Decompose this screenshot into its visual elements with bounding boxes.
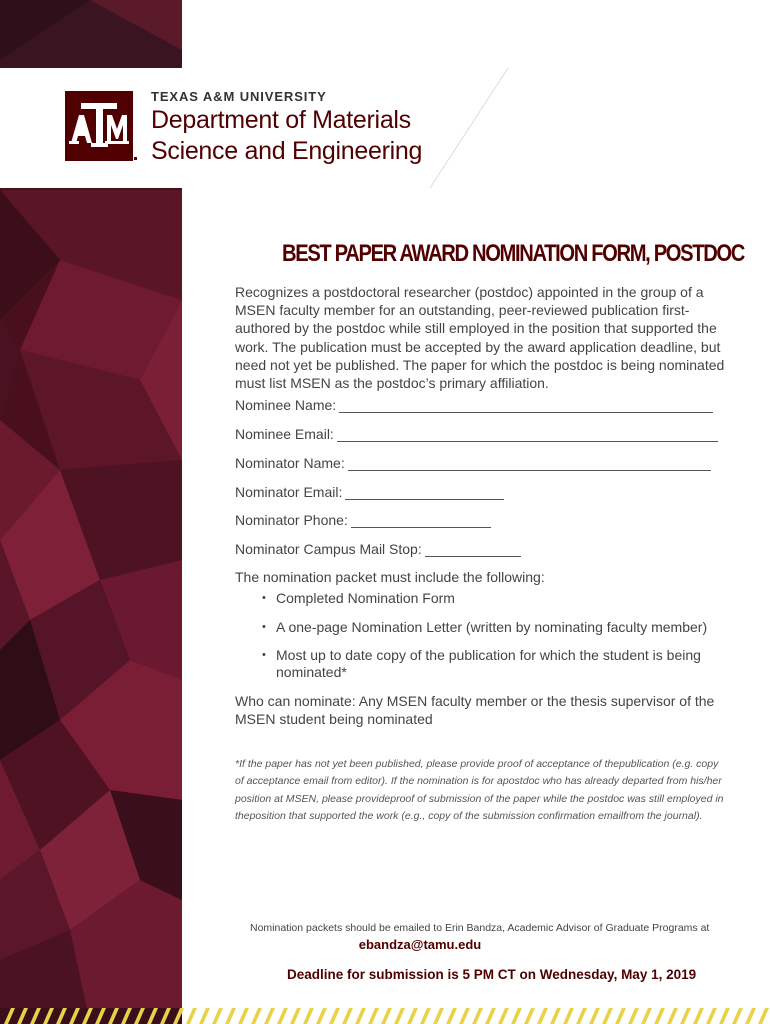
hazard-stripe [550, 1008, 561, 1024]
hazard-stripe [615, 1008, 626, 1024]
hazard-stripe [303, 1008, 314, 1024]
bullet-icon: • [262, 649, 266, 661]
nominator-email-input[interactable] [345, 485, 504, 500]
nominator-email-field [235, 484, 504, 500]
hazard-stripe [485, 1008, 496, 1024]
packet-requirements-intro: The nomination packet must include the following: [235, 569, 545, 585]
hazard-stripe [524, 1008, 535, 1024]
bullet-icon: • [262, 621, 266, 633]
field-label: Nominee Email: [235, 426, 334, 442]
nominator-name-input[interactable] [348, 456, 711, 471]
contact-email-link[interactable] [0, 937, 770, 952]
field-label: Nominee Name: [235, 397, 337, 413]
nominee-email-field [235, 426, 718, 442]
hazard-stripe [238, 1008, 249, 1024]
submission-deadline: Deadline for submission is 5 PM CT on Wednesday, May 1, 2019 [287, 967, 697, 982]
hazard-stripe [355, 1008, 366, 1024]
hazard-stripe [745, 1008, 756, 1024]
nominator-name-field [235, 455, 711, 471]
hazard-stripe [277, 1008, 288, 1024]
hazard-stripe [394, 1008, 405, 1024]
list-item-text: A one-page Nomination Letter (written by nominating faculty member) [276, 619, 708, 635]
hazard-stripe [316, 1008, 327, 1024]
hazard-stripe [706, 1008, 717, 1024]
hazard-stripe [537, 1008, 548, 1024]
hazard-stripe [446, 1008, 457, 1024]
hazard-stripe [667, 1008, 678, 1024]
nominee-email-input[interactable] [337, 427, 718, 442]
who-can-nominate: Who can nominate: Any MSEN faculty member or the thesis supervisor of the MSEN student being nominated [235, 693, 715, 727]
footnote: *If the paper has not yet been published, please provide proof of acceptance of thepublication (e.g. copy of acceptance email from editor). If the nomination is for apostdoc who has already departed from his/her position at MSEN, please provideproof of submission of the paper while the postdoc was still employed in theposition that supported the work (e.g., copy of the submission confirmation emailfrom the journal). [235, 758, 724, 822]
nominator-phone-field [235, 512, 491, 528]
department-name-line1: Department of Materials [151, 106, 411, 134]
nominee-name-input[interactable] [339, 398, 713, 413]
nominee-name-field [235, 397, 713, 413]
hazard-stripe [693, 1008, 704, 1024]
bullet-icon: • [262, 592, 266, 604]
hazard-stripe [589, 1008, 600, 1024]
email-instructions: Nomination packets should be emailed to Erin Bandza, Academic Advisor of Graduate Programs at [250, 922, 710, 934]
hazard-stripe [329, 1008, 340, 1024]
hazard-stripe [342, 1008, 353, 1024]
list-item-text: Most up to date copy of the publication for which the student is being nominated* [276, 647, 701, 680]
hazard-stripe [407, 1008, 418, 1024]
field-label: Nominator Name: [235, 455, 345, 471]
hazard-stripe [680, 1008, 691, 1024]
hazard-stripe [225, 1008, 236, 1024]
nominator-mailstop-field [235, 541, 521, 557]
hazard-stripe [576, 1008, 587, 1024]
hazard-stripe [641, 1008, 652, 1024]
hazard-stripe [381, 1008, 392, 1024]
hazard-stripe [290, 1008, 301, 1024]
field-label: Nominator Campus Mail Stop: [235, 541, 422, 557]
hazard-stripe [459, 1008, 470, 1024]
hazard-stripe [628, 1008, 639, 1024]
hazard-stripe [654, 1008, 665, 1024]
hazard-stripe [563, 1008, 574, 1024]
award-description: Recognizes a postdoctoral researcher (postdoc) appointed in the group of a MSEN faculty member for an outstanding, peer-reviewed publication first-authored by the postdoc while still employed in the position that supported the work. The publication must be accepted by the award application deadline, but need not yet be published. The paper for which the postdoc is being nominated must list MSEN as the postdoc’s primary affiliation. [235, 284, 725, 392]
nominator-mailstop-input[interactable] [425, 542, 521, 557]
hazard-stripe [719, 1008, 730, 1024]
nominator-phone-input[interactable] [351, 513, 491, 528]
university-name: TEXAS A&M UNIVERSITY [151, 89, 327, 104]
form-title: BEST PAPER AWARD NOMINATION FORM, POSTDOC [282, 240, 744, 267]
tamu-atm-logo-icon [65, 91, 133, 161]
hazard-stripe [212, 1008, 223, 1024]
hazard-stripe [758, 1008, 769, 1024]
hazard-stripe [433, 1008, 444, 1024]
hazard-stripe [251, 1008, 262, 1024]
list-item-text: Completed Nomination Form [276, 590, 455, 606]
field-label: Nominator Phone: [235, 512, 348, 528]
hazard-stripe [420, 1008, 431, 1024]
hazard-stripe [511, 1008, 522, 1024]
field-label: Nominator Email: [235, 484, 343, 500]
hazard-stripe [186, 1008, 197, 1024]
logo-registered-dot [134, 157, 137, 160]
hazard-stripe [732, 1008, 743, 1024]
hazard-stripe [368, 1008, 379, 1024]
hazard-stripe [199, 1008, 210, 1024]
hazard-stripe [264, 1008, 275, 1024]
hazard-stripe [498, 1008, 509, 1024]
department-name-line2: Science and Engineering [151, 137, 423, 165]
hazard-stripe-decoration [0, 1008, 770, 1024]
hazard-stripe [602, 1008, 613, 1024]
hazard-stripe [472, 1008, 483, 1024]
contact-email-text[interactable]: ebandza@tamu.edu [358, 937, 482, 952]
